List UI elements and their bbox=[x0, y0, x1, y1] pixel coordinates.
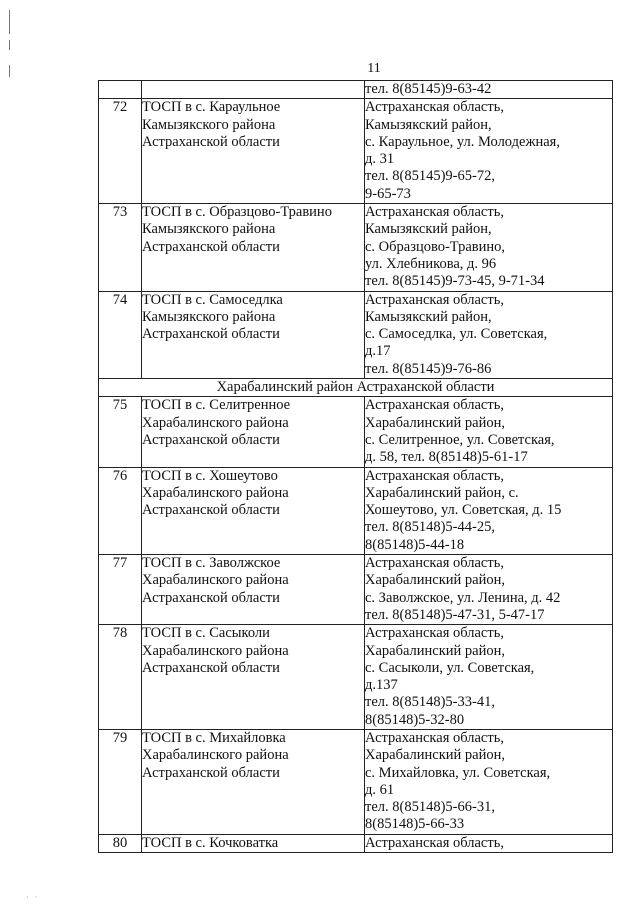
address-line: Харабалинский район, с. bbox=[365, 484, 519, 501]
offices-table bbox=[98, 80, 613, 853]
address-line: с. Селитренное, ул. Советская, bbox=[365, 431, 555, 448]
address-line: тел. 8(85148)5-47-31, 5-47-17 bbox=[365, 606, 545, 623]
office-name-line: Астраханской области bbox=[142, 589, 280, 606]
scan-edge-mark bbox=[9, 10, 10, 34]
address-line: тел. 8(85148)5-66-31, bbox=[365, 799, 495, 816]
office-address bbox=[365, 625, 613, 730]
table-row bbox=[99, 397, 613, 467]
office-name-line: ТОСП в с. Михайловка bbox=[142, 729, 286, 746]
office-name-line: ТОСП в с. Самоседлка bbox=[142, 291, 283, 308]
address-line: тел. 8(85148)5-44-25, bbox=[365, 519, 495, 536]
office-address bbox=[365, 99, 613, 204]
table-row bbox=[99, 625, 613, 730]
office-name bbox=[142, 625, 365, 730]
address-line: ул. Хлебникова, д. 96 bbox=[365, 255, 497, 272]
office-address bbox=[365, 291, 613, 378]
office-name-line: ТОСП в с. Караульное bbox=[142, 99, 281, 116]
office-address bbox=[365, 397, 613, 467]
office-name bbox=[142, 729, 365, 834]
address-line: с. Самоседлка, ул. Советская, bbox=[365, 326, 548, 343]
office-name bbox=[142, 291, 365, 378]
office-address bbox=[365, 834, 613, 852]
office-name-line: Камызякского района bbox=[142, 116, 276, 133]
office-name bbox=[142, 834, 365, 852]
office-name-line: ТОСП в с. Хошеутово bbox=[142, 467, 278, 484]
office-name-line: Харабалинского района bbox=[142, 484, 289, 501]
address-line: Камызякский район, bbox=[365, 308, 492, 325]
row-number: 77 bbox=[99, 555, 142, 625]
address-line: с. Сасыколи, ул. Советская, bbox=[365, 659, 535, 676]
row-number: 79 bbox=[99, 729, 142, 834]
office-name-line: Астраханской области bbox=[142, 238, 280, 255]
office-name-line: ТОСП в с. Заволжское bbox=[142, 555, 281, 572]
address-line: Астраханская область, bbox=[365, 291, 504, 308]
address-line: с. Караульное, ул. Молодежная, bbox=[365, 133, 560, 150]
office-name bbox=[142, 467, 365, 554]
office-name-line: ТОСП в с. Образцово-Травино bbox=[142, 204, 332, 221]
address-line: тел. 8(85145)9-65-72, bbox=[365, 168, 495, 185]
office-name bbox=[142, 204, 365, 291]
address-line: Харабалинский район, bbox=[365, 572, 505, 589]
address-line: Хошеутово, ул. Советская, д. 15 bbox=[365, 502, 562, 519]
address-line: Астраханская область, bbox=[365, 834, 504, 851]
office-name-line: Астраханской области bbox=[142, 502, 280, 519]
address-line: Камызякский район, bbox=[365, 221, 492, 238]
table-row bbox=[99, 555, 613, 625]
row-number: 72 bbox=[99, 99, 142, 204]
scan-edge-mark bbox=[9, 40, 10, 50]
address-line: д. 31 bbox=[365, 151, 395, 168]
row-number: 74 bbox=[99, 291, 142, 378]
office-address bbox=[365, 81, 613, 99]
table-row bbox=[99, 729, 613, 834]
table-body bbox=[99, 81, 613, 853]
address-line: Харабалинский район, bbox=[365, 747, 505, 764]
page-number: 11 bbox=[367, 61, 381, 76]
address-line: Астраханская область, bbox=[365, 625, 504, 642]
table-row bbox=[99, 204, 613, 291]
address-line: тел. 8(85145)9-63-42 bbox=[365, 81, 492, 97]
address-line: Астраханская область, bbox=[365, 467, 504, 484]
office-name-line: Астраханской области bbox=[142, 659, 280, 676]
address-line: Камызякский район, bbox=[365, 116, 492, 133]
table-row bbox=[99, 834, 613, 852]
office-name-line: Харабалинского района bbox=[142, 572, 289, 589]
address-line: д.17 bbox=[365, 343, 391, 360]
table-row bbox=[99, 291, 613, 378]
address-line: 8(85148)5-44-18 bbox=[365, 536, 465, 553]
office-name bbox=[142, 99, 365, 204]
address-line: Астраханская область, bbox=[365, 397, 504, 414]
office-address bbox=[365, 729, 613, 834]
row-number: 80 bbox=[99, 834, 142, 852]
row-number bbox=[99, 81, 142, 99]
office-name-line: Астраханской области bbox=[142, 764, 280, 781]
address-line: с. Михайловка, ул. Советская, bbox=[365, 764, 551, 781]
office-name-line: ТОСП в с. Кочковатка bbox=[142, 834, 279, 851]
row-number: 73 bbox=[99, 204, 142, 291]
address-line: Астраханская область, bbox=[365, 555, 504, 572]
address-line: Харабалинский район, bbox=[365, 414, 505, 431]
office-name-line: Астраханской области bbox=[142, 133, 280, 150]
address-line: тел. 8(85148)5-33-41, bbox=[365, 694, 495, 711]
address-line: д. 58, тел. 8(85148)5-61-17 bbox=[365, 449, 528, 466]
row-number: 76 bbox=[99, 467, 142, 554]
office-name-line: Астраханской области bbox=[142, 431, 280, 448]
address-line: с. Образцово-Травино, bbox=[365, 238, 506, 255]
office-name-line: Харабалинского района bbox=[142, 414, 289, 431]
address-line: с. Заволжское, ул. Ленина, д. 42 bbox=[365, 589, 561, 606]
section-row bbox=[99, 379, 613, 397]
office-address bbox=[365, 467, 613, 554]
office-name-line: Камызякского района bbox=[142, 308, 276, 325]
office-name bbox=[142, 81, 365, 99]
address-line: тел. 8(85145)9-76-86 bbox=[365, 360, 492, 377]
office-name bbox=[142, 397, 365, 467]
office-name-line: Харабалинского района bbox=[142, 747, 289, 764]
table-row bbox=[99, 81, 613, 99]
office-name-line: ТОСП в с. Селитренное bbox=[142, 397, 291, 414]
office-address bbox=[365, 204, 613, 291]
office-name-line: ТОСП в с. Сасыколи bbox=[142, 625, 270, 642]
table-row bbox=[99, 467, 613, 554]
address-line: 8(85148)5-32-80 bbox=[365, 711, 465, 728]
address-line: Харабалинский район, bbox=[365, 642, 505, 659]
table-row bbox=[99, 99, 613, 204]
address-line: Астраханская область, bbox=[365, 729, 504, 746]
address-line: Астраханская область, bbox=[365, 99, 504, 116]
row-number: 75 bbox=[99, 397, 142, 467]
address-line: 9-65-73 bbox=[365, 185, 411, 202]
address-line: д.137 bbox=[365, 677, 398, 694]
address-line: тел. 8(85145)9-73-45, 9-71-34 bbox=[365, 273, 545, 290]
office-name-line: Астраханской области bbox=[142, 326, 280, 343]
address-line: 8(85148)5-66-33 bbox=[365, 816, 465, 833]
address-line: д. 61 bbox=[365, 781, 395, 798]
address-line: Астраханская область, bbox=[365, 204, 504, 221]
row-number: 78 bbox=[99, 625, 142, 730]
scan-artifact: · · bbox=[26, 893, 40, 902]
office-name-line: Камызякского района bbox=[142, 221, 276, 238]
office-name bbox=[142, 555, 365, 625]
office-name-line: Харабалинского района bbox=[142, 642, 289, 659]
section-title: Харабалинский район Астраханской области bbox=[99, 379, 613, 397]
office-address bbox=[365, 555, 613, 625]
